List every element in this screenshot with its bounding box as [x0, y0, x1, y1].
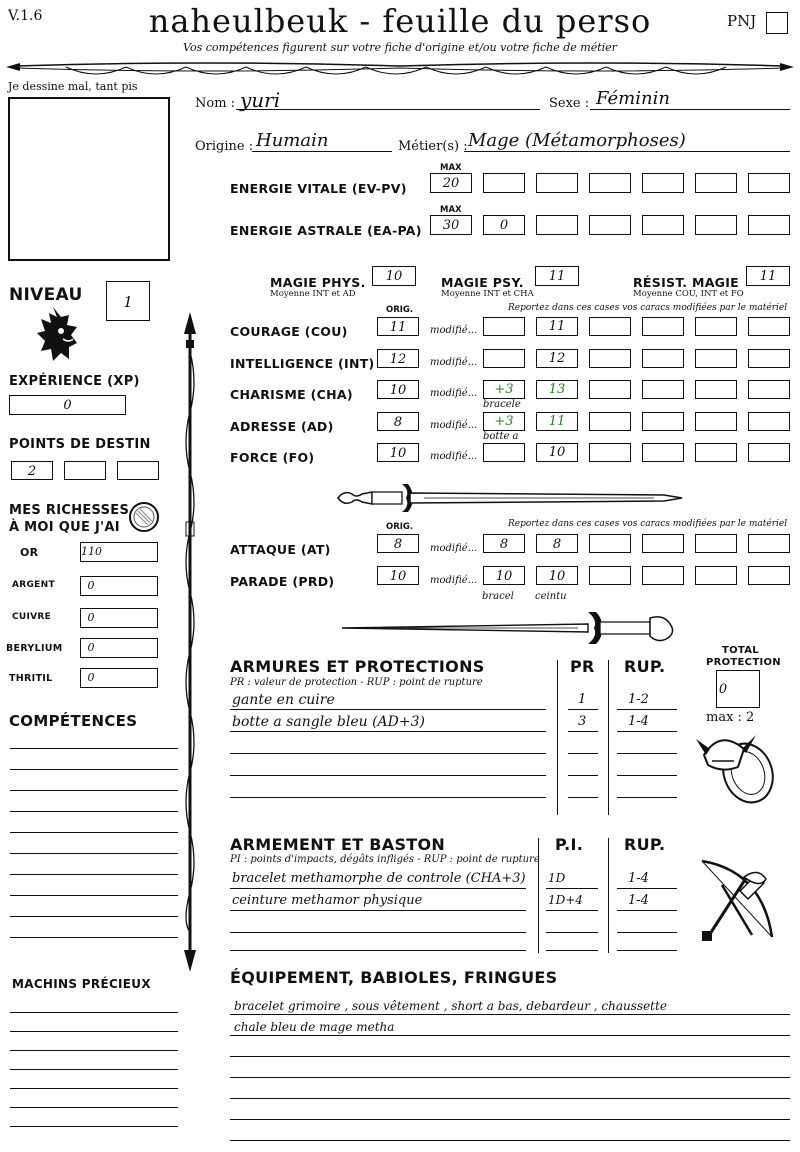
- combat-mod-box[interactable]: [695, 534, 737, 553]
- armure-rup-line[interactable]: [617, 775, 677, 776]
- modifie-label: modifié...: [430, 543, 478, 554]
- carac-mod-box[interactable]: [483, 317, 525, 336]
- equipement-line[interactable]: [230, 1056, 790, 1057]
- ea-box[interactable]: [642, 215, 684, 235]
- carac-mod-box[interactable]: [642, 443, 684, 462]
- staff-icon: [178, 312, 202, 972]
- carac-mod-box[interactable]: [589, 317, 631, 336]
- combat-mod-box[interactable]: [748, 566, 790, 585]
- origine-value[interactable]: Humain: [256, 130, 329, 151]
- combat-mod-box[interactable]: [589, 566, 631, 585]
- armures-rup-header: RUP.: [624, 657, 666, 676]
- equipement-line[interactable]: [230, 1077, 790, 1078]
- carac-mod-box[interactable]: [589, 380, 631, 399]
- armure-pr: 1: [578, 692, 587, 707]
- modifie-label: modifié...: [430, 575, 478, 586]
- arme-line[interactable]: [230, 910, 526, 911]
- competence-line[interactable]: [10, 811, 178, 812]
- combat-mod-box[interactable]: 10: [483, 566, 525, 585]
- cuivre-label: CUIVRE: [12, 612, 52, 622]
- competence-line[interactable]: [10, 748, 178, 749]
- armement-rup-header: RUP.: [624, 835, 666, 854]
- carac-orig-box[interactable]: 12: [377, 349, 419, 368]
- carac-mod-box[interactable]: [589, 412, 631, 431]
- resist-magie-box[interactable]: 11: [746, 266, 790, 286]
- carac-mod-box[interactable]: [589, 349, 631, 368]
- carac-mod-box[interactable]: [695, 380, 737, 399]
- arme-pi-line[interactable]: [546, 888, 598, 889]
- magie-psy-label: MAGIE PSY.: [441, 275, 524, 290]
- xp-box[interactable]: 0: [9, 395, 126, 415]
- combat-mod-box[interactable]: 8: [536, 534, 578, 553]
- carac-mod-box[interactable]: [695, 349, 737, 368]
- equipement-line[interactable]: [230, 1119, 790, 1120]
- combat-label: PARADE (PRD): [230, 574, 335, 589]
- carac-mod-box[interactable]: [642, 412, 684, 431]
- magie-psy-note: Moyenne INT et CHA: [441, 289, 534, 299]
- combat-mod-box[interactable]: [642, 534, 684, 553]
- origine-label: Origine :: [195, 139, 254, 154]
- niveau-label: NIVEAU: [9, 285, 83, 305]
- armure-pr-line[interactable]: [568, 775, 598, 776]
- sword-icon: [334, 480, 686, 516]
- armure-line[interactable]: [230, 709, 546, 710]
- pnj-checkbox[interactable]: [766, 12, 788, 34]
- armure-rup-line[interactable]: [617, 753, 677, 754]
- competence-line[interactable]: [10, 832, 178, 833]
- armure-pr-line[interactable]: [568, 753, 598, 754]
- carac-mod-box[interactable]: [748, 380, 790, 399]
- destin-box[interactable]: 2: [11, 461, 53, 480]
- carac-label: COURAGE (COU): [230, 324, 348, 339]
- armure-name: botte a sangle bleu (AD+3): [232, 714, 425, 730]
- metier-label: Métier(s) :: [398, 139, 468, 154]
- ev-box[interactable]: [536, 173, 578, 193]
- column-divider: [608, 838, 609, 953]
- berylium-label: BERYLIUM: [6, 643, 63, 654]
- carac-mod-box[interactable]: [483, 349, 525, 368]
- combat-orig-box[interactable]: 10: [377, 566, 419, 585]
- equipement-line[interactable]: [230, 1098, 790, 1099]
- arme-pi-line[interactable]: [546, 950, 598, 951]
- cuivre-box[interactable]: 0: [80, 608, 158, 628]
- carac-source: botte a: [483, 430, 519, 442]
- ev-box[interactable]: [695, 173, 737, 193]
- argent-box[interactable]: 0: [80, 576, 158, 596]
- arme-rup: 1-4: [628, 871, 649, 886]
- protection-max: max : 2: [706, 710, 755, 725]
- ev-max-label: MAX: [440, 163, 462, 173]
- armures-pr-header: PR: [570, 657, 595, 676]
- machin-line[interactable]: [10, 1050, 178, 1051]
- portrait-caption: Je dessine mal, tant pis: [8, 80, 138, 93]
- sword-icon: [338, 606, 686, 646]
- combat-mod-box[interactable]: [589, 534, 631, 553]
- helmet-shield-icon: [694, 725, 778, 809]
- thritil-box[interactable]: 0: [80, 668, 158, 688]
- carac-mod-box[interactable]: [748, 349, 790, 368]
- ev-box[interactable]: [642, 173, 684, 193]
- coin-icon: [128, 501, 160, 533]
- armement-title: ARMEMENT ET BASTON: [230, 835, 446, 854]
- ea-max-box[interactable]: 30: [430, 215, 472, 235]
- arme-pi: 1D: [548, 871, 566, 885]
- equipement-item: bracelet grimoire , sous vêtement , short a bas, debardeur , chaussette: [234, 999, 667, 1013]
- armure-pr: 3: [578, 714, 587, 729]
- arme-rup-line[interactable]: [617, 910, 677, 911]
- carac-orig-box[interactable]: 8: [377, 412, 419, 431]
- version: V.1.6: [8, 8, 43, 24]
- niveau-box[interactable]: 1: [106, 281, 150, 321]
- arme-name: ceinture methamor physique: [232, 893, 423, 908]
- argent-label: ARGENT: [12, 580, 55, 590]
- combat-source-2: ceintu: [535, 591, 567, 602]
- arme-line[interactable]: [230, 932, 526, 933]
- destin-label: POINTS DE DESTIN: [9, 437, 151, 452]
- carac-mod-box[interactable]: [748, 317, 790, 336]
- equipement-item: chale bleu de mage metha: [234, 1020, 395, 1034]
- combat-source-1: bracel: [482, 591, 514, 602]
- carac-mod-box[interactable]: [695, 317, 737, 336]
- combat-mod-box[interactable]: 8: [483, 534, 525, 553]
- total-protection-box[interactable]: 0: [716, 670, 760, 708]
- sexe-value[interactable]: Féminin: [596, 88, 670, 109]
- competences-label: COMPÉTENCES: [9, 712, 138, 730]
- armement-note: PI : points d'impacts, dégâts infligés - RUP : point de rupture: [230, 854, 540, 865]
- ea-current-box[interactable]: 0: [483, 215, 525, 235]
- ea-box[interactable]: [748, 215, 790, 235]
- magie-phys-label: MAGIE PHYS.: [270, 275, 366, 290]
- column-divider: [608, 660, 609, 815]
- combat-orig-label: ORIG.: [386, 522, 414, 532]
- machin-line[interactable]: [10, 1012, 178, 1013]
- or-box[interactable]: 110: [80, 542, 158, 562]
- arme-rup-line[interactable]: [617, 932, 677, 933]
- arme-rup-line[interactable]: [617, 888, 677, 889]
- combat-label: ATTAQUE (AT): [230, 542, 331, 557]
- arme-pi: 1D+4: [548, 893, 583, 907]
- machin-line[interactable]: [10, 1126, 178, 1127]
- weapons-icon: [692, 855, 778, 947]
- modifie-label: modifié...: [430, 451, 478, 462]
- ev-box[interactable]: [748, 173, 790, 193]
- resist-magie-note: Moyenne COU, INT et FO: [633, 289, 744, 299]
- carac-mod-box[interactable]: 11: [536, 317, 578, 336]
- arme-rup: 1-4: [628, 893, 649, 908]
- berylium-box[interactable]: 0: [80, 638, 158, 658]
- carac-mod-box[interactable]: [748, 443, 790, 462]
- armure-line[interactable]: [230, 731, 546, 732]
- armement-pi-header: P.I.: [555, 835, 584, 854]
- armure-line[interactable]: [230, 797, 546, 798]
- equipement-line[interactable]: [230, 1014, 790, 1015]
- magie-phys-box[interactable]: 10: [372, 266, 416, 286]
- armure-line[interactable]: [230, 775, 546, 776]
- ea-label: ENERGIE ASTRALE (EA-PA): [230, 223, 422, 238]
- arme-name: bracelet methamorphe de controle (CHA+3): [232, 871, 526, 886]
- xp-label: EXPÉRIENCE (XP): [9, 374, 140, 389]
- carac-mod-box[interactable]: [642, 349, 684, 368]
- machin-line[interactable]: [10, 1088, 178, 1089]
- machins-label: MACHINS PRÉCIEUX: [12, 977, 151, 991]
- carac-label: ADRESSE (AD): [230, 418, 334, 434]
- armure-rup-line[interactable]: [617, 731, 677, 732]
- or-label: OR: [20, 546, 39, 559]
- combat-mod-box[interactable]: [748, 534, 790, 553]
- ev-max-box[interactable]: 20: [430, 173, 472, 193]
- arme-pi-line[interactable]: [546, 932, 598, 933]
- carac-mod-box[interactable]: 11: [536, 412, 578, 431]
- portrait-box[interactable]: [8, 97, 170, 261]
- carac-mod-box[interactable]: +3: [483, 380, 525, 399]
- carac-mod-box[interactable]: +3: [483, 412, 525, 431]
- total-protection-label-2: PROTECTION: [706, 657, 781, 668]
- carac-mod-box[interactable]: [642, 380, 684, 399]
- destin-box[interactable]: [117, 461, 159, 480]
- armure-rup: 1-2: [628, 692, 649, 707]
- combat-note: Reportez dans ces cases vos caracs modifiées par le matériel: [508, 519, 788, 529]
- modifie-label: modifié...: [430, 356, 478, 368]
- carac-mod-box[interactable]: [748, 412, 790, 431]
- arme-rup-line[interactable]: [617, 950, 677, 951]
- armure-line[interactable]: [230, 753, 546, 754]
- competence-line[interactable]: [10, 937, 178, 938]
- machin-line[interactable]: [10, 1069, 178, 1070]
- magie-psy-box[interactable]: 11: [535, 266, 579, 286]
- carac-mod-box[interactable]: [589, 443, 631, 462]
- modifie-label: modifié...: [430, 325, 478, 336]
- resist-magie-label: RÉSIST. MAGIE: [633, 275, 740, 290]
- carac-source: bracele: [483, 399, 521, 410]
- armure-pr-line[interactable]: [568, 731, 598, 732]
- thritil-label: THRITIL: [9, 673, 53, 684]
- carac-orig-label: ORIG.: [386, 305, 414, 315]
- column-divider: [538, 838, 539, 953]
- competence-line[interactable]: [10, 790, 178, 791]
- armures-note: PR : valeur de protection - RUP : point de rupture: [230, 677, 483, 688]
- richesses-label: MES RICHESSES: [9, 503, 130, 518]
- sheet-title: naheulbeuk - feuille du perso: [148, 2, 652, 40]
- carac-orig-box[interactable]: 10: [377, 380, 419, 399]
- carac-mod-box[interactable]: [642, 317, 684, 336]
- carac-mod-box[interactable]: [483, 443, 525, 462]
- ev-box[interactable]: [483, 173, 525, 193]
- armure-name: gante en cuire: [232, 692, 335, 708]
- ev-box[interactable]: [589, 173, 631, 193]
- equipement-title: ÉQUIPEMENT, BABIOLES, FRINGUES: [230, 968, 558, 987]
- carac-label: FORCE (FO): [230, 450, 315, 465]
- carac-mod-box[interactable]: [695, 443, 737, 462]
- combat-mod-box[interactable]: 10: [536, 566, 578, 585]
- carac-orig-box[interactable]: 11: [377, 317, 419, 336]
- equipement-line[interactable]: [230, 1140, 790, 1141]
- nom-label: Nom :: [195, 96, 236, 111]
- arme-line[interactable]: [230, 888, 526, 889]
- nom-value[interactable]: yuri: [240, 88, 281, 112]
- ea-box[interactable]: [536, 215, 578, 235]
- carac-mod-box[interactable]: [695, 412, 737, 431]
- dragon-icon: [33, 303, 81, 365]
- competence-line[interactable]: [10, 853, 178, 854]
- carac-note: Reportez dans ces cases vos caracs modifiées par le matériel: [508, 303, 788, 313]
- competence-line[interactable]: [10, 874, 178, 875]
- carac-mod-box[interactable]: 13: [536, 380, 578, 399]
- ea-box[interactable]: [695, 215, 737, 235]
- ev-label: ENERGIE VITALE (EV-PV): [230, 181, 407, 196]
- combat-orig-box[interactable]: 8: [377, 534, 419, 553]
- carac-mod-box[interactable]: 10: [536, 443, 578, 462]
- carac-label: CHARISME (CHA): [230, 387, 353, 402]
- armure-pr-line[interactable]: [568, 709, 598, 710]
- richesses-label-2: À MOI QUE J'AI: [9, 520, 120, 535]
- armure-rup-line[interactable]: [617, 797, 677, 798]
- modifie-label: modifié...: [430, 419, 478, 431]
- machin-line[interactable]: [10, 1031, 178, 1032]
- armure-pr-line[interactable]: [568, 797, 598, 798]
- combat-mod-box[interactable]: [642, 566, 684, 585]
- combat-mod-box[interactable]: [695, 566, 737, 585]
- sheet-subtitle: Vos compétences figurent sur votre fiche d'origine et/ou votre fiche de métier: [183, 41, 617, 54]
- armures-title: ARMURES ET PROTECTIONS: [230, 657, 485, 676]
- competence-line[interactable]: [10, 895, 178, 896]
- carac-orig-box[interactable]: 10: [377, 443, 419, 462]
- total-protection-label: TOTAL: [722, 645, 759, 656]
- competence-line[interactable]: [10, 769, 178, 770]
- armure-rup: 1-4: [628, 714, 649, 729]
- sexe-label: Sexe :: [549, 96, 590, 111]
- ea-box[interactable]: [589, 215, 631, 235]
- ea-max-label: MAX: [440, 205, 462, 215]
- magie-phys-note: Moyenne INT et AD: [270, 289, 356, 299]
- equipement-line[interactable]: [230, 1035, 790, 1036]
- metier-value[interactable]: Mage (Métamorphoses): [468, 130, 686, 151]
- armure-rup-line[interactable]: [617, 709, 677, 710]
- column-divider: [557, 660, 558, 815]
- carac-mod-box[interactable]: 12: [536, 349, 578, 368]
- competence-line[interactable]: [10, 916, 178, 917]
- pnj-label: PNJ: [727, 12, 757, 30]
- arme-line[interactable]: [230, 950, 526, 951]
- machin-line[interactable]: [10, 1107, 178, 1108]
- carac-label: INTELLIGENCE (INT): [230, 355, 375, 371]
- modifie-label: modifié...: [430, 388, 478, 399]
- destin-box[interactable]: [64, 461, 106, 480]
- arme-pi-line[interactable]: [546, 910, 598, 911]
